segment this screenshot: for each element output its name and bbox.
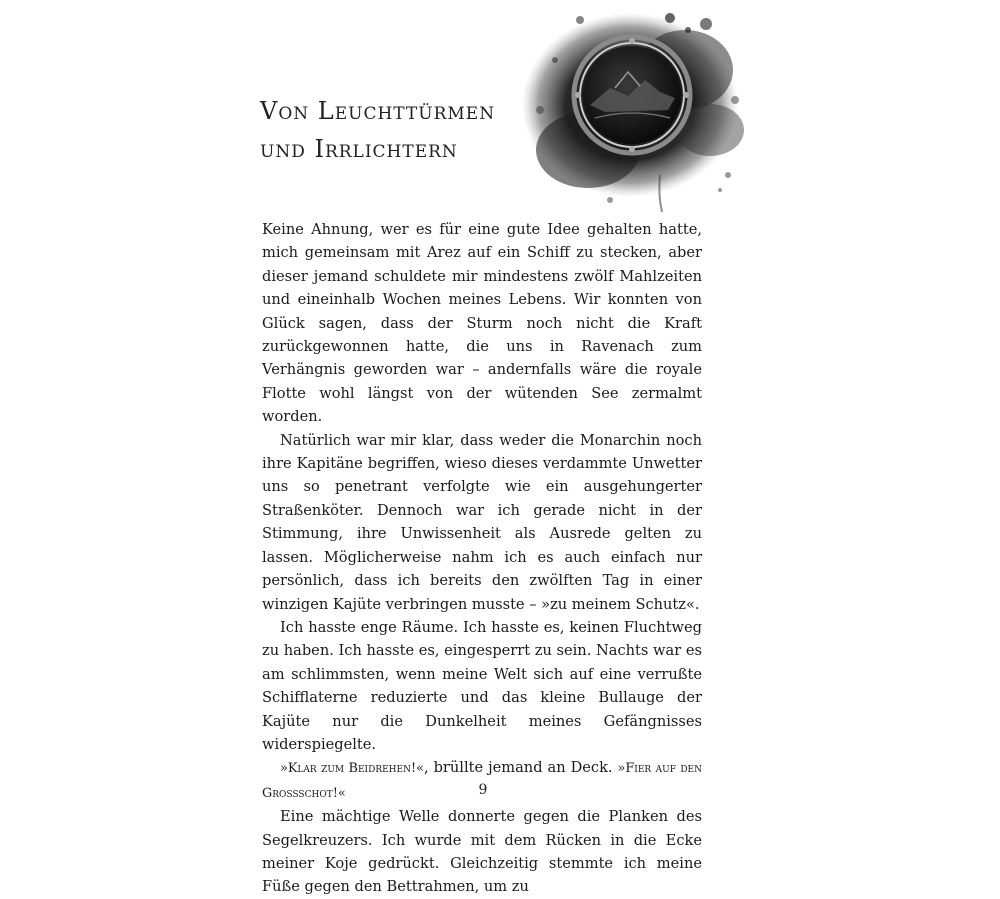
paragraph: Eine mächtige Welle donnerte gegen die Planken des Segelkreuzers. Ich wurde mit dem Rücken in die Ecke meiner Koje gedrückt. Gleichzeitig stemmte ich meine Füße gegen den Bettrahmen, um zu (262, 808, 702, 896)
page-number: 9 (478, 782, 488, 798)
dialogue-tag: , brüllte jemand an Deck. (423, 759, 618, 777)
shout-1: »Klar zum Beidrehen!« (280, 761, 424, 777)
paragraph: Natürlich war mir klar, dass weder die Monarchin noch ihre Kapitäne begriffen, wieso dieses verdammte Unwetter uns so penetrant verfolgte wie ein ausgehungerter Straßenköter. Dennoch war ich gerade nicht in der Stimmung, ihre Unwissenheit als Ausrede gelten zu lassen. Möglicherweise nahm ich es auch einfach nur persönlich, dass ich bereits den zwölften Tag in einer winzigen Kajüte verbringen musste – »zu meinem Schutz«. (262, 431, 702, 613)
paragraph: Keine Ahnung, wer es für eine gute Idee gehalten hatte, mich gemeinsam mit Arez auf ein Schiff zu stecken, aber dieser jemand schuldete mir mindestens zwölf Mahlzeiten und eineinhalb Wochen meines Lebens. Wir konnten von Glück sagen, dass der Sturm noch nicht die Kraft zurückgewonnen hatte, die uns in Ravenach zum Verhängnis geworden war – andernfalls wäre die royale Flotte wohl längst von der wütenden See zermalmt worden. (262, 221, 702, 426)
shout-2: »Fier auf den Großschot!« (262, 761, 703, 801)
chapter-title-line-2: und Irrlichtern (260, 135, 458, 163)
chapter-title (260, 92, 495, 168)
porthole-ink-splash-icon (510, 0, 760, 215)
chapter-title-line-1: Von Leuchttürmen (260, 97, 496, 125)
paragraph: Ich hasste enge Räume. Ich hasste es, keinen Fluchtweg zu haben. Ich hasste es, eingesperrt zu sein. Nachts war es am schlimmsten, wenn meine Welt sich auf eine verrußte Schifflaterne reduzierte und das kleine Bullauge der Kajüte nur die Dunkelheit meines Gefängnisses widerspiegelte. (262, 618, 702, 753)
